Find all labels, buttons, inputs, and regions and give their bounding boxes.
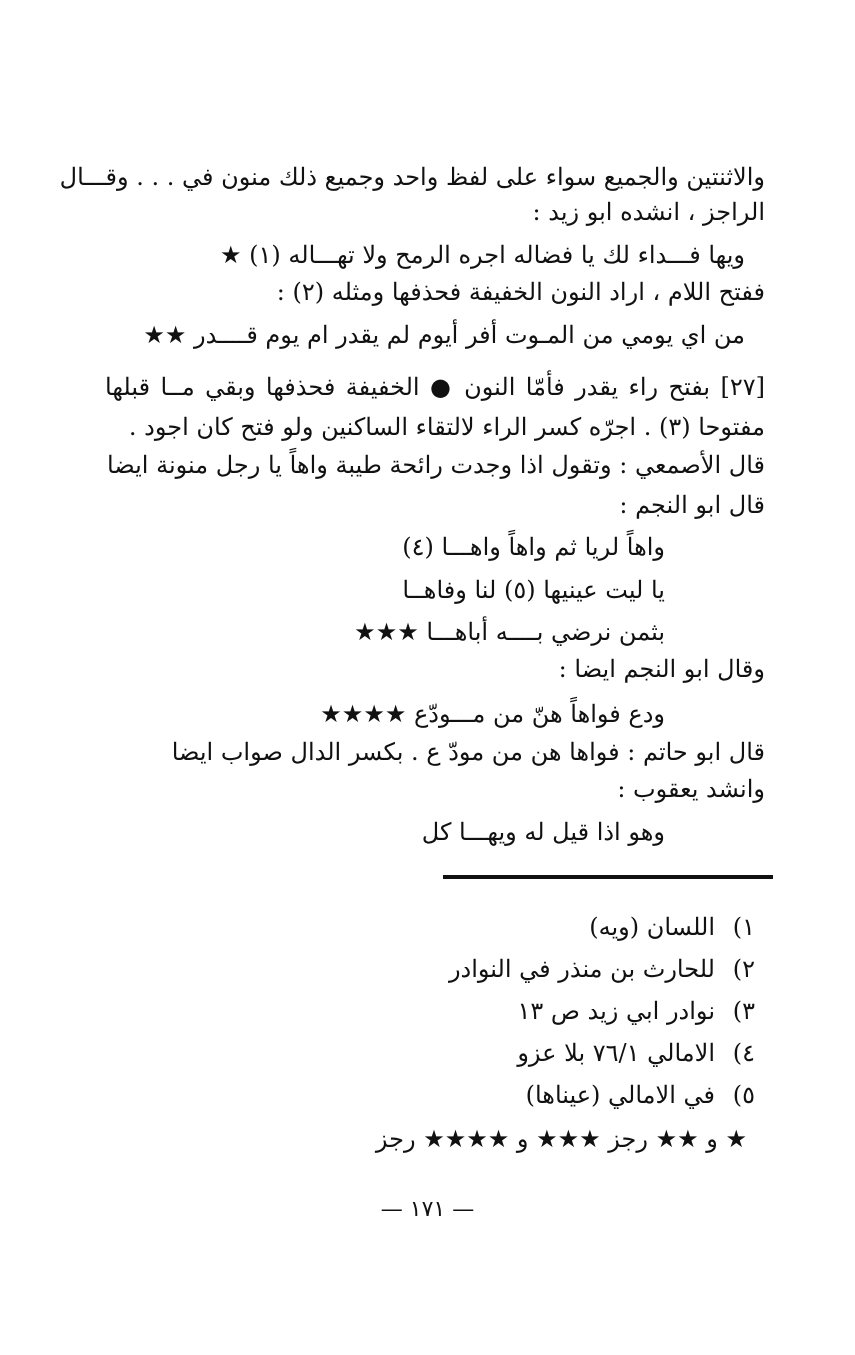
footnote-text: الامالي ٧٦/١ بلا عزو — [517, 1039, 715, 1067]
footnote-text: نوادر ابي زيد ص ١٣ — [517, 997, 715, 1025]
verse-line-7: وهو اذا قيل له ويهـــا كل — [421, 818, 665, 846]
footnote-divider — [443, 875, 773, 879]
footnote-text: في الامالي (عيناها) — [525, 1081, 715, 1109]
meter-legend: ★ و ★★ رجز ★★★ و ★★★★ رجز — [375, 1125, 747, 1153]
footnote-number: ٣) — [732, 997, 755, 1025]
verse-line-4: يا ليت عينيها (٥) لنا وفاهــا — [402, 576, 665, 604]
verse-line-3: واهاً لريا ثم واهاً واهـــا (٤) — [402, 533, 665, 561]
text-line-7: قال ابو النجم : — [619, 491, 765, 519]
footnote-text: اللسان (ويه) — [589, 913, 715, 941]
footnote-number: ٥) — [732, 1081, 755, 1109]
page-number: — ١٧١ — — [380, 1197, 475, 1222]
footnote-5 — [526, 1078, 755, 1112]
text-line-6: قال الأصمعي : وتقول اذا وجدت رائحة طيبة واهاً يا رجل منونة ايضا — [106, 451, 765, 479]
text-line-4: [٢٧] بفتح راء يقدر فأمّا النون ● الخفيفة فحذفها وبقي مــا قبلها — [105, 373, 765, 401]
footnote-3 — [517, 994, 755, 1028]
footnote-1 — [589, 910, 755, 944]
verse-line-6: ودع فواهاً هنّ من مـــودّع ★★★★ — [320, 700, 665, 728]
verse-line-5: بثمن نرضي بــــه أباهـــا ★★★ — [354, 618, 665, 646]
footnote-number: ٤) — [732, 1039, 755, 1067]
footnote-4 — [517, 1036, 755, 1070]
footnote-number: ٢) — [732, 955, 755, 983]
verse-line-1: ويها فـــداء لك يا فضاله اجره الرمح ولا تهـــاله (١) ★ — [220, 241, 745, 269]
verse-line-2: من اي يومي من المـوت أفر أيوم لم يقدر ام يوم قــــدر ★★ — [143, 321, 745, 349]
text-line-10: وانشد يعقوب : — [617, 775, 765, 803]
text-line-1: والاثنتين والجميع سواء على لفظ واحد وجميع ذلك منون في . . . وقـــال — [59, 163, 765, 191]
text-line-2: الراجز ، انشده ابو زيد : — [532, 198, 765, 226]
footnote-number: ١) — [732, 913, 755, 941]
text-line-8: وقال ابو النجم ايضا : — [558, 655, 765, 683]
text-line-3: ففتح اللام ، اراد النون الخفيفة فحذفها ومثله (٢) : — [276, 278, 765, 306]
footnote-text: للحارث بن منذر في النوادر — [448, 955, 715, 983]
text-line-5: مفتوحا (٣) . اجرّه كسر الراء لالتقاء الساكنين ولو فتح كان اجود . — [128, 413, 765, 441]
footnote-2 — [449, 952, 755, 986]
text-line-9: قال ابو حاتم : فواها هن من مودّ ع . بكسر الدال صواب ايضا — [171, 738, 765, 766]
